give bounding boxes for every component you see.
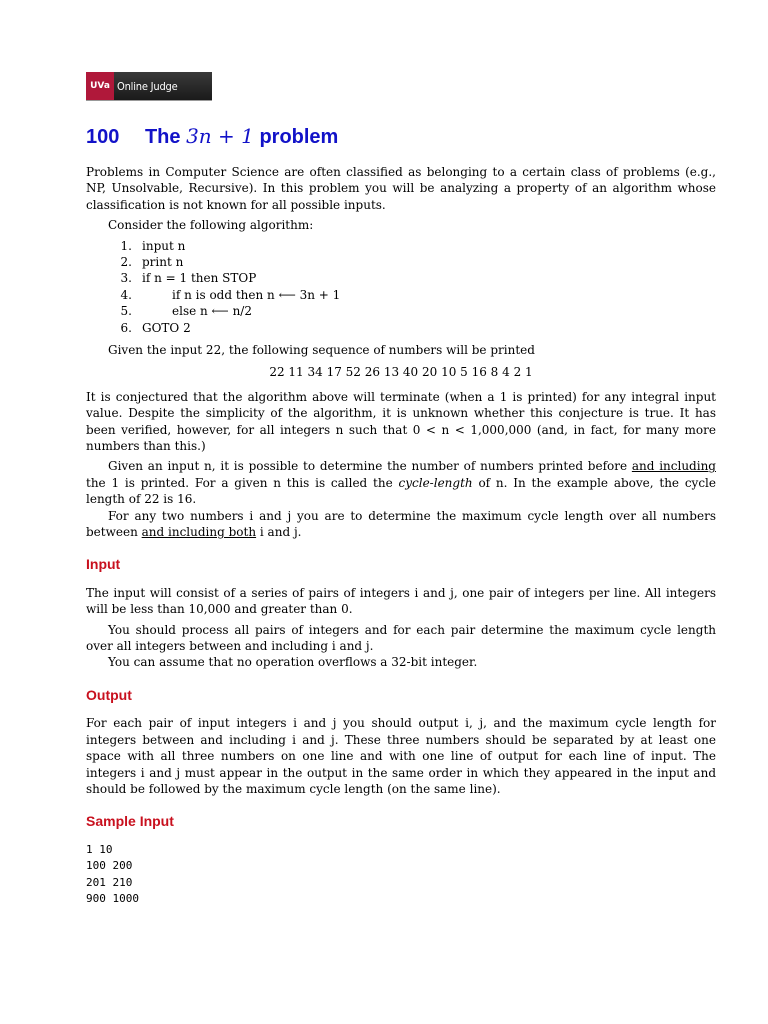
cycle-underlined: and including	[631, 459, 716, 474]
input-heading: Input	[86, 556, 121, 573]
title-suffix: problem	[259, 126, 339, 148]
algorithm-step-number: 6.	[120, 320, 132, 335]
algorithm-step-text: if n = 1 then STOP	[142, 271, 257, 286]
two-numbers-underlined: and including both	[141, 525, 257, 540]
cycle-text-3: of n. In the example above, the cycle length of 22 is 16.	[86, 475, 716, 507]
algorithm-step	[86, 320, 716, 336]
cycle-length-paragraph	[86, 458, 716, 507]
sample-input-block	[86, 842, 716, 908]
intro-paragraph: Problems in Computer Science are often classified as belonging to a certain class of problems (e.g., NP, Unsolvable, Recursive). In this problem you will be analyzing a property of an algorithm whose classification is not known for all possible inputs.	[86, 165, 716, 212]
algorithm-step	[86, 287, 716, 303]
algorithm-step-number: 5.	[120, 304, 132, 319]
sample-input-line: 100 200	[86, 859, 133, 873]
sample-sequence: 22 11 34 17 52 26 13 40 20 10 5 16 8 4 2 1	[269, 365, 533, 380]
problem-body	[86, 164, 716, 907]
output-paragraph: For each pair of input integers i and j you should output i, j, and the maximum cycle length for integers between and including i and j. These three numbers should be separated by at least one space with all three numbers on one line and with one line of output for each line of input. The integers i and j must appear in the output in the same order in which they appeared in the input and should be followed by the maximum cycle length (on the same line).	[86, 716, 716, 796]
logo-online-judge-text: Online Judge	[114, 72, 212, 100]
sample-input-line: 1 10	[86, 842, 113, 856]
algorithm-step	[86, 270, 716, 286]
algorithm-step-text: if n is odd then n ⟵ 3n + 1	[172, 287, 341, 302]
cycle-text-1: Given an input n, it is possible to determine the number of numbers printed before	[108, 459, 628, 474]
algorithm-step-number: 3.	[120, 271, 132, 286]
cycle-text-2: the 1 is printed. For a given n this is called the	[86, 475, 393, 490]
output-heading: Output	[86, 686, 132, 703]
algorithm-step-number: 4.	[120, 287, 132, 302]
consider-line: Consider the following algorithm:	[108, 218, 314, 233]
given-line: Given the input 22, the following sequence of numbers will be printed	[108, 342, 535, 357]
algorithm-step	[86, 238, 716, 254]
title-prefix: The	[144, 126, 181, 148]
algorithm-step-number: 1.	[120, 238, 132, 253]
sample-input-line: 900 1000	[86, 891, 139, 905]
algorithm-step-text: print n	[142, 255, 184, 270]
title-math: 3n + 1	[186, 124, 254, 148]
sample-input-heading: Sample Input	[86, 813, 174, 830]
uva-online-judge-logo	[86, 72, 212, 100]
algorithm-step	[86, 303, 716, 319]
algorithm-step-number: 2.	[120, 255, 132, 270]
problem-number: 100	[86, 126, 120, 148]
algorithm-step-text: else n ⟵ n/2	[172, 304, 252, 319]
two-numbers-paragraph	[86, 508, 716, 541]
sample-input-line: 201 210	[86, 875, 133, 889]
input-paragraph-1: The input will consist of a series of pairs of integers i and j, one pair of integers per line. All integers will be less than 10,000 and greater than 0.	[86, 585, 716, 617]
algorithm-step-text: GOTO 2	[142, 320, 191, 335]
two-numbers-text-1: For any two numbers i and j you are to determine the maximum cycle length over all numbers between	[86, 508, 716, 540]
logo-uva-mark: UVa	[86, 72, 114, 100]
problem-title	[86, 124, 338, 149]
algorithm-step	[86, 254, 716, 270]
input-paragraph-3: You can assume that no operation overflows a 32-bit integer.	[108, 655, 478, 670]
two-numbers-text-2: i and j.	[259, 525, 302, 540]
input-paragraph-2: You should process all pairs of integers and for each pair determine the maximum cycle length over all integers between and including i and j.	[86, 622, 716, 654]
algorithm-step-text: input n	[142, 238, 186, 253]
algorithm-list	[86, 238, 716, 336]
cycle-length-term: cycle-length	[398, 475, 473, 490]
conjecture-paragraph: It is conjectured that the algorithm above will terminate (when a 1 is printed) for any integral input value. Despite the simplicity of the algorithm, it is unknown whether this conjecture is true. It has been verified, however, for all integers n such that 0 < n < 1,000,000 (and, in fact, for many more numbers than this.)	[86, 389, 716, 453]
